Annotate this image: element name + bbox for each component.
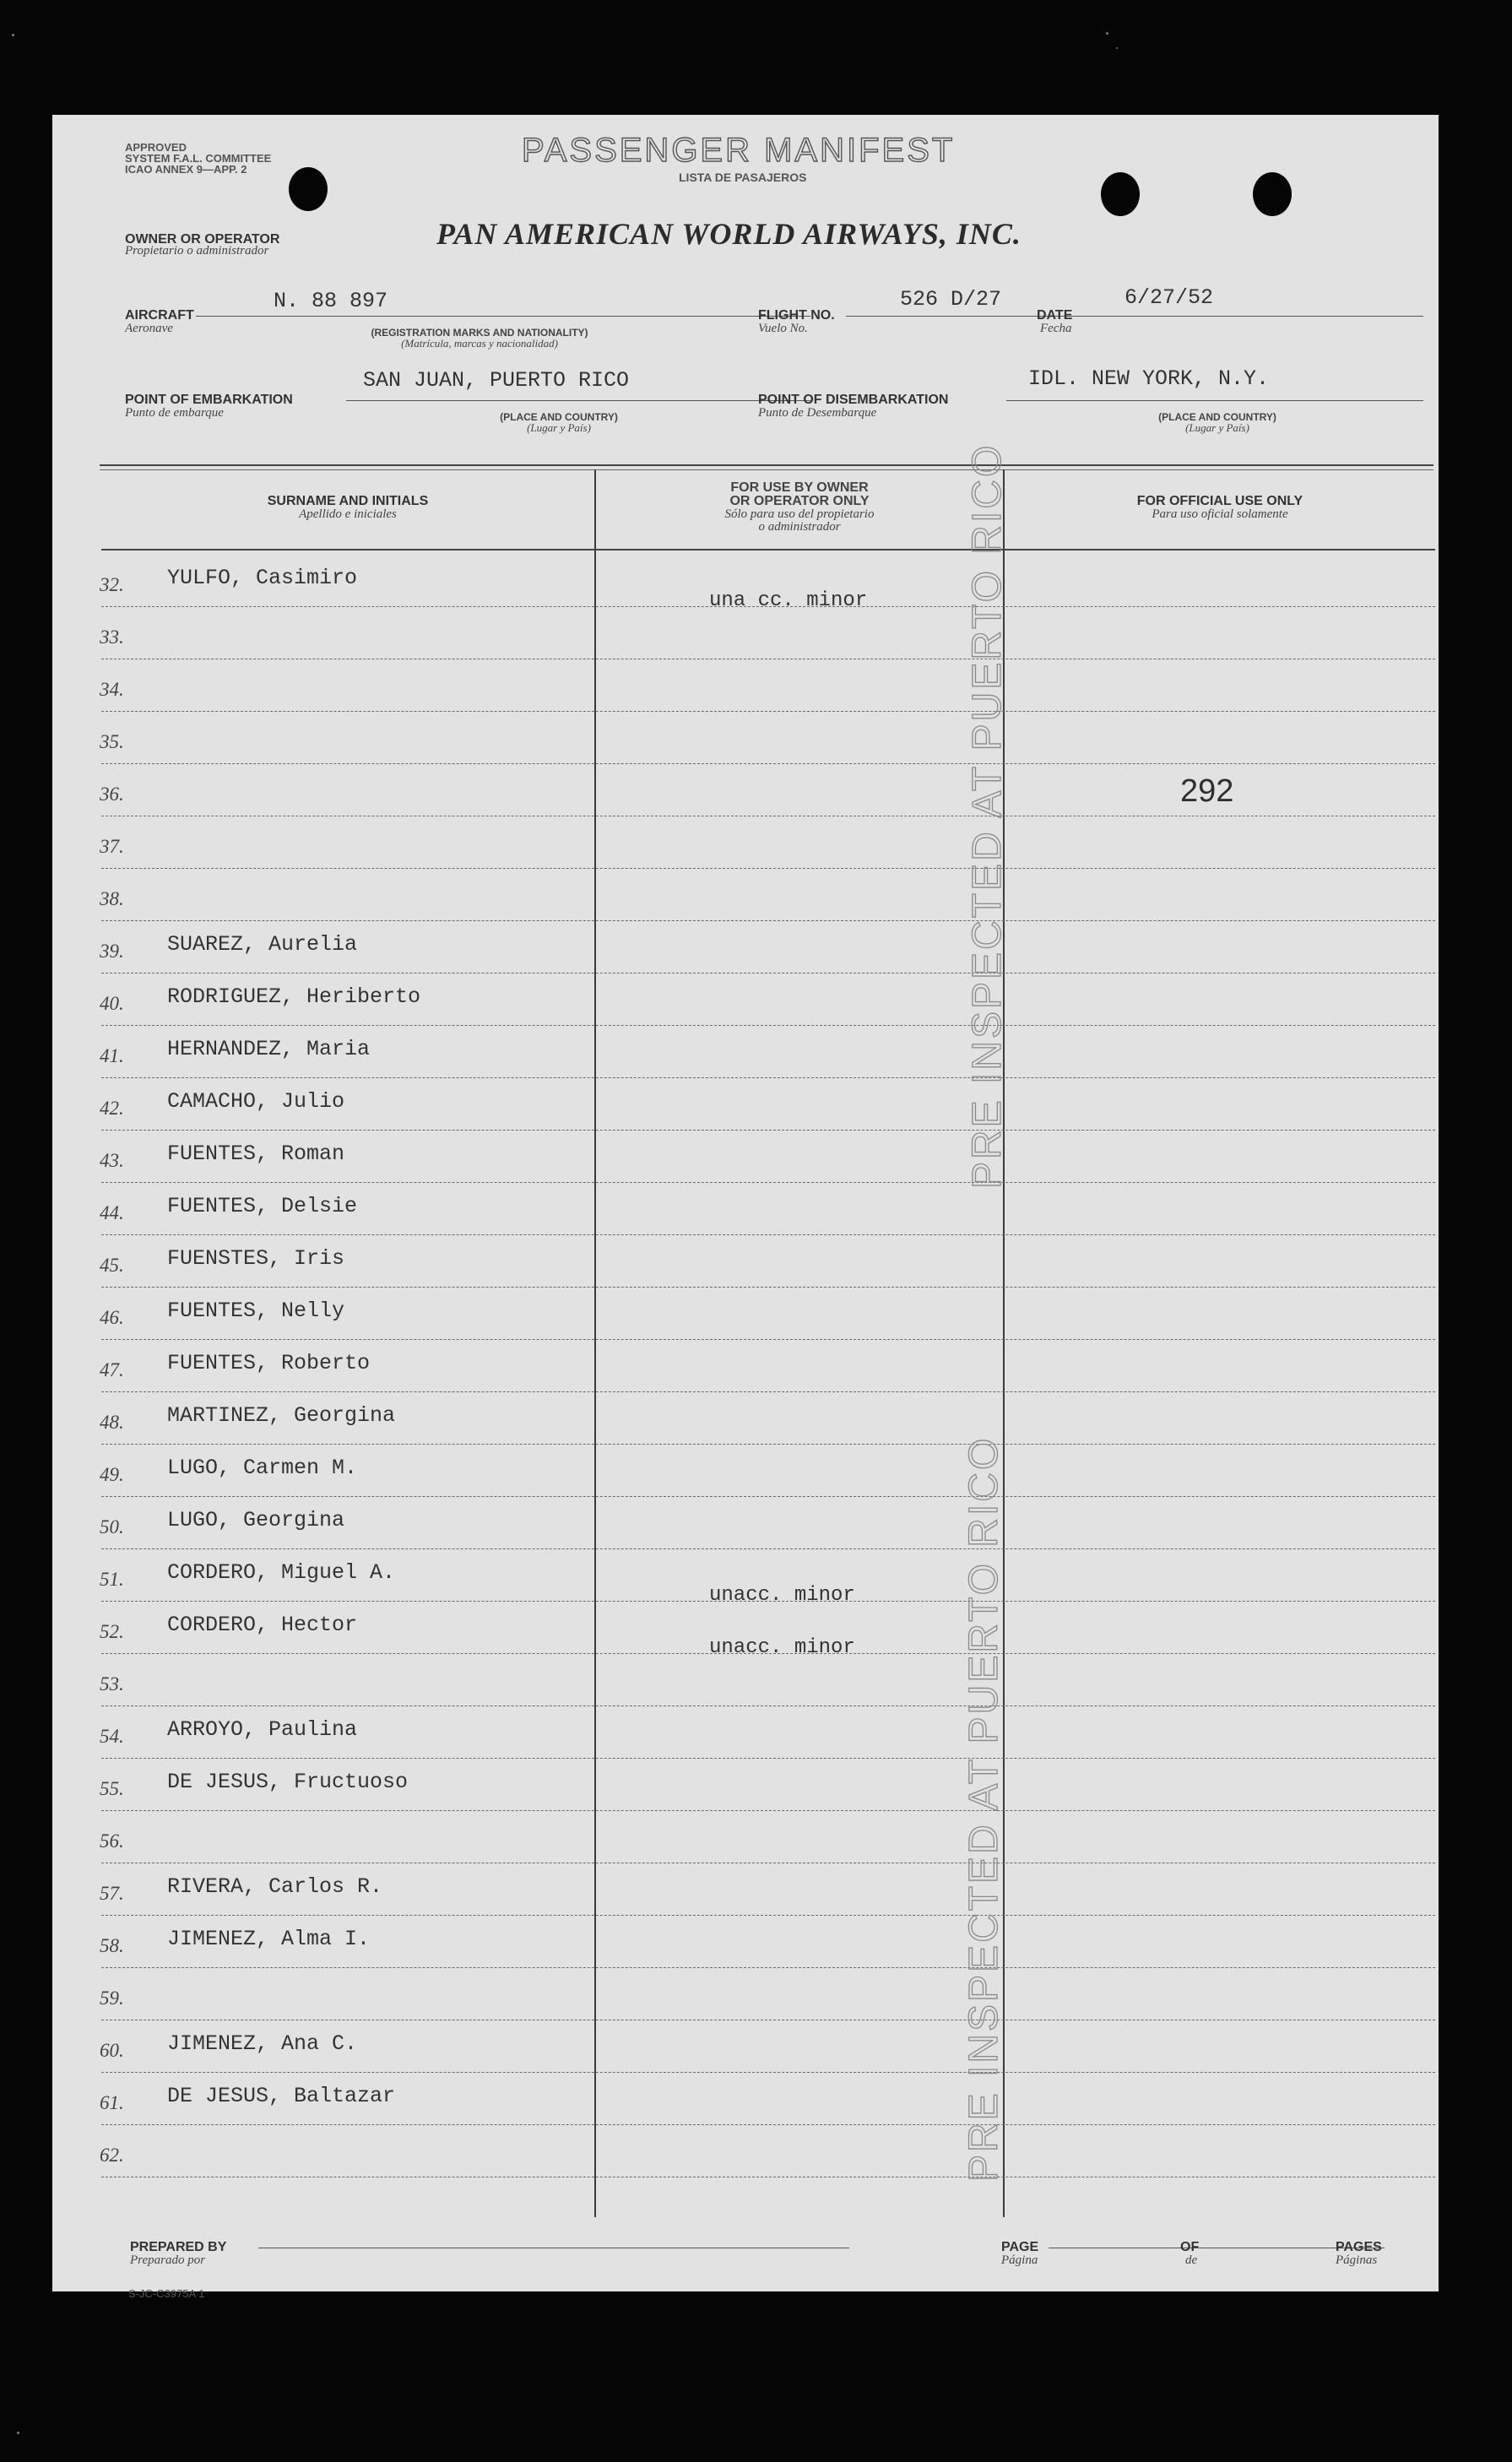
surname-header-es: Apellido e iniciales: [299, 507, 397, 521]
prepared-label-es: Preparado por: [130, 2253, 206, 2267]
passenger-name: FUENTES, Roman: [167, 1142, 345, 1166]
row-number: 40.: [100, 993, 124, 1014]
pre-inspected-stamp: PRE INSPECTED AT PUERTO RICO: [962, 1435, 1006, 2182]
row-number: 45.: [100, 1255, 124, 1276]
company-name: PAN AMERICAN WORLD AIRWAYS, INC.: [436, 217, 1022, 251]
aircraft-label: AIRCRAFT: [125, 308, 194, 323]
operator-note: una cc. minor: [709, 589, 868, 612]
row-divider: [101, 1810, 1435, 1811]
row-number: 38.: [100, 888, 124, 909]
pages-label: PAGES: [1336, 2240, 1382, 2254]
owner-label-es: Propietario o administrador: [125, 244, 269, 258]
registration-label: (REGISTRATION MARKS AND NATIONALITY): [371, 327, 588, 339]
row-divider: [101, 1496, 1435, 1497]
disembark-value: IDL. NEW YORK, N.Y.: [1028, 366, 1270, 391]
row-number: 48.: [100, 1412, 124, 1433]
aircraft-label-es: Aeronave: [125, 322, 173, 335]
row-divider: [101, 1287, 1435, 1288]
passenger-name: ARROYO, Paulina: [167, 1717, 358, 1742]
form-code: S-JC-C3975A 1: [128, 2287, 205, 2300]
date-value: 6/27/52: [1125, 285, 1214, 310]
manifest-title-es: LISTA DE PASAJEROS: [679, 171, 807, 184]
row-divider: [101, 2124, 1435, 2125]
embark-label: POINT OF EMBARKATION: [125, 393, 293, 407]
disembark-label-es: Punto de Desembarque: [758, 406, 877, 420]
of-label: OF: [1180, 2240, 1200, 2254]
passenger-name: FUENSTES, Iris: [167, 1246, 345, 1271]
owner-use-header-es-1: Sólo para uso del propietario: [724, 507, 875, 521]
passenger-name: CORDERO, Hector: [167, 1613, 358, 1637]
row-number: 51.: [100, 1569, 124, 1590]
owner-use-header-1: FOR USE BY OWNER: [730, 480, 869, 495]
surname-column-header: [101, 495, 594, 521]
row-divider: [101, 1182, 1435, 1183]
embark-label-es: Punto de embarque: [125, 406, 224, 420]
official-header-es: Para uso oficial solamente: [1152, 507, 1288, 521]
row-divider: [101, 1025, 1435, 1026]
manifest-title: PASSENGER MANIFEST: [522, 132, 956, 169]
owner-label: OWNER OR OPERATOR: [125, 232, 280, 247]
flight-no-label-es: Vuelo No.: [758, 322, 808, 335]
passenger-name: JIMENEZ, Ana C.: [167, 2031, 358, 2056]
row-number: 32.: [100, 574, 124, 595]
official-mark: 292: [1180, 773, 1234, 809]
row-number: 58.: [100, 1935, 124, 1956]
approved-line: ICAO ANNEX 9—APP. 2: [125, 163, 247, 176]
punch-hole: [1253, 172, 1292, 216]
row-divider: [101, 1548, 1435, 1549]
row-divider: [101, 711, 1435, 712]
row-divider: [101, 1915, 1435, 1916]
passenger-name: FUENTES, Roberto: [167, 1351, 371, 1375]
place-label-dest: (PLACE AND COUNTRY): [1158, 411, 1276, 423]
passenger-name: CORDERO, Miguel A.: [167, 1560, 396, 1585]
registration-label-es: (Matrícula, marcas y nacionalidad): [401, 337, 558, 350]
row-divider: [101, 763, 1435, 764]
row-divider: [101, 1391, 1435, 1392]
of-label-es: de: [1185, 2253, 1198, 2267]
approved-line: APPROVED: [125, 141, 187, 154]
passenger-name: DE JESUS, Baltazar: [167, 2084, 396, 2108]
row-number: 37.: [100, 836, 124, 857]
passenger-name: JIMENEZ, Alma I.: [167, 1927, 371, 1951]
place-label-es: (Lugar y País): [527, 421, 591, 434]
punch-hole: [289, 167, 328, 211]
row-number: 46.: [100, 1307, 124, 1328]
row-number: 43.: [100, 1150, 124, 1171]
owner-use-header-es-2: o administrador: [758, 520, 841, 534]
row-number: 52.: [100, 1621, 124, 1642]
manifest-sheet: [52, 115, 1439, 2300]
approved-line: SYSTEM F.A.L. COMMITTEE: [125, 152, 272, 165]
date-label: DATE: [1037, 308, 1073, 323]
place-label: (PLACE AND COUNTRY): [500, 411, 618, 423]
row-number: 56.: [100, 1830, 124, 1852]
passenger-name: LUGO, Carmen M.: [167, 1456, 358, 1480]
surname-header: SURNAME AND INITIALS: [267, 494, 429, 508]
passenger-name: HERNANDEZ, Maria: [167, 1037, 371, 1061]
owner-use-header-2: OR OPERATOR ONLY: [729, 494, 870, 508]
official-column-header: [1005, 495, 1435, 521]
embark-value: SAN JUAN, PUERTO RICO: [363, 368, 630, 393]
date-label-es: Fecha: [1040, 322, 1072, 335]
row-number: 50.: [100, 1516, 124, 1537]
passenger-name: SUAREZ, Aurelia: [167, 932, 358, 957]
operator-note: unacc. minor: [709, 1584, 855, 1607]
page-label: PAGE: [1001, 2240, 1039, 2254]
row-divider: [101, 1130, 1435, 1131]
pre-inspected-stamp: PRE INSPECTED AT PUERTO RICO: [965, 442, 1010, 1189]
row-divider: [101, 1758, 1435, 1759]
passenger-name: FUENTES, Delsie: [167, 1194, 358, 1218]
row-number: 49.: [100, 1464, 124, 1485]
row-divider: [101, 2072, 1435, 2073]
passenger-name: FUENTES, Nelly: [167, 1299, 345, 1323]
passenger-name: RIVERA, Carlos R.: [167, 1874, 383, 1899]
passenger-name: DE JESUS, Fructuoso: [167, 1770, 409, 1794]
row-number: 61.: [100, 2092, 124, 2113]
row-divider: [101, 920, 1435, 921]
approved-block: [125, 142, 271, 175]
row-number: 53.: [100, 1673, 124, 1695]
row-divider: [101, 1444, 1435, 1445]
place-label-dest-es: (Lugar y País): [1185, 421, 1249, 434]
row-divider: [101, 1077, 1435, 1078]
disembark-label: POINT OF DISEMBARKATION: [758, 393, 949, 407]
row-number: 59.: [100, 1987, 124, 2009]
row-number: 44.: [100, 1202, 124, 1223]
row-divider: [101, 1234, 1435, 1235]
page-label-es: Página: [1001, 2253, 1038, 2267]
row-number: 54.: [100, 1726, 124, 1747]
row-number: 62.: [100, 2145, 124, 2166]
row-number: 36.: [100, 784, 124, 805]
row-divider: [101, 1339, 1435, 1340]
passenger-name: RODRIGUEZ, Heriberto: [167, 984, 421, 1009]
flight-no-label: FLIGHT NO.: [758, 308, 835, 323]
row-number: 55.: [100, 1778, 124, 1799]
flight-no-value: 526 D/27: [900, 287, 1002, 312]
aircraft-value: N. 88 897: [274, 289, 388, 313]
passenger-name: MARTINEZ, Georgina: [167, 1403, 396, 1428]
prepared-label: PREPARED BY: [130, 2240, 227, 2254]
row-number: 47.: [100, 1359, 124, 1380]
row-number: 57.: [100, 1883, 124, 1904]
passenger-name: YULFO, Casimiro: [167, 566, 358, 590]
punch-hole: [1101, 172, 1140, 216]
passenger-name: LUGO, Georgina: [167, 1508, 345, 1532]
row-number: 41.: [100, 1045, 124, 1066]
operator-note: unacc. minor: [709, 1636, 855, 1659]
row-number: 35.: [100, 731, 124, 752]
row-number: 60.: [100, 2040, 124, 2061]
row-number: 42.: [100, 1098, 124, 1119]
row-number: 34.: [100, 679, 124, 700]
row-divider: [101, 1967, 1435, 1968]
row-number: 33.: [100, 626, 124, 648]
official-header: FOR OFFICIAL USE ONLY: [1136, 494, 1303, 508]
pages-label-es: Páginas: [1336, 2253, 1378, 2267]
row-number: 39.: [100, 941, 124, 962]
owner-use-column-header: [596, 481, 1003, 534]
row-divider: [101, 868, 1435, 869]
passenger-name: CAMACHO, Julio: [167, 1089, 345, 1114]
